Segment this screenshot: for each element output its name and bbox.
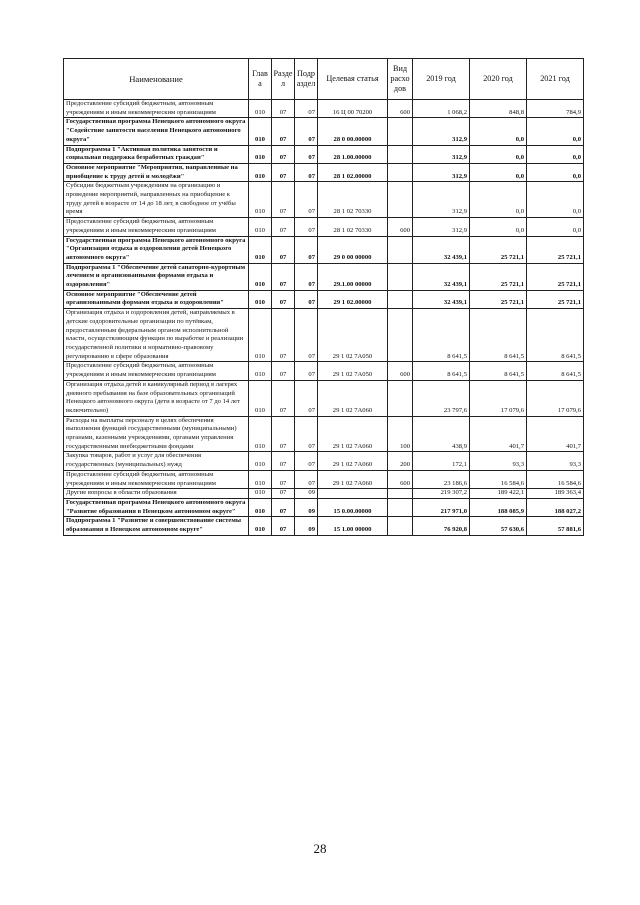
cell-vid — [388, 517, 413, 535]
cell-name: Основное мероприятие "Обеспечение детей организованными формами отдыха и оздоровления" — [64, 290, 249, 308]
cell-podrazdel: 07 — [295, 182, 318, 218]
cell-razdel: 07 — [272, 498, 295, 516]
cell-2020: 848,8 — [470, 100, 527, 118]
table-row — [64, 517, 584, 535]
cell-2021: 0,0 — [527, 163, 584, 181]
table-row — [64, 489, 584, 499]
cell-razdel: 07 — [272, 380, 295, 416]
cell-vid — [388, 118, 413, 145]
header-vid: Вид расхо дов — [388, 59, 413, 100]
cell-podrazdel: 07 — [295, 452, 318, 470]
cell-name: Предоставление субсидий бюджетным, автономным учреждениям и иным некоммерческим организациям — [64, 470, 249, 488]
cell-target: 28 1 02 70330 — [318, 182, 388, 218]
cell-glava: 010 — [249, 263, 272, 290]
cell-podrazdel: 07 — [295, 163, 318, 181]
cell-2020: 93,3 — [470, 452, 527, 470]
cell-2020: 0,0 — [470, 145, 527, 163]
table-header-row — [64, 59, 584, 100]
cell-razdel: 07 — [272, 118, 295, 145]
cell-target: 29 1 02 7А060 — [318, 380, 388, 416]
cell-razdel: 07 — [272, 290, 295, 308]
cell-glava: 010 — [249, 100, 272, 118]
cell-target: 29 1 02 7А060 — [318, 416, 388, 452]
cell-2020: 17 079,6 — [470, 380, 527, 416]
table-row — [64, 416, 584, 452]
page-number: 28 — [313, 841, 327, 856]
header-target: Целевая статья — [318, 59, 388, 100]
cell-razdel: 07 — [272, 489, 295, 499]
cell-glava: 010 — [249, 470, 272, 488]
cell-target: 28 1 02.00000 — [318, 163, 388, 181]
cell-vid — [388, 163, 413, 181]
cell-name: Подпрограмма 1 "Активная политика занятости и социальная поддержка безработных граждан" — [64, 145, 249, 163]
cell-name: Предоставление субсидий бюджетным, автономным учреждениям и иным некоммерческим организациям — [64, 100, 249, 118]
cell-vid — [388, 380, 413, 416]
cell-target: 15 0.00.00000 — [318, 498, 388, 516]
cell-vid: 600 — [388, 218, 413, 236]
cell-2020: 8 641,5 — [470, 309, 527, 362]
cell-vid: 200 — [388, 452, 413, 470]
cell-glava: 010 — [249, 498, 272, 516]
cell-2020: 0,0 — [470, 163, 527, 181]
cell-podrazdel: 09 — [295, 498, 318, 516]
cell-vid: 100 — [388, 416, 413, 452]
cell-2020: 25 721,1 — [470, 263, 527, 290]
cell-target: 29 1 02 7А060 — [318, 452, 388, 470]
table-row — [64, 263, 584, 290]
cell-target: 29 1 02 7А060 — [318, 470, 388, 488]
cell-2019: 312,9 — [413, 163, 470, 181]
cell-razdel: 07 — [272, 163, 295, 181]
cell-razdel: 07 — [272, 470, 295, 488]
cell-vid — [388, 145, 413, 163]
cell-glava: 010 — [249, 489, 272, 499]
cell-podrazdel: 07 — [295, 236, 318, 263]
cell-name: Подпрограмма 1 "Развитие и совершенствование системы образования в Ненецком автономном округе" — [64, 517, 249, 535]
cell-target: 16 Ц 00 70200 — [318, 100, 388, 118]
cell-2020: 0,0 — [470, 218, 527, 236]
header-podrazdel: Подр аздел — [295, 59, 318, 100]
cell-razdel: 07 — [272, 517, 295, 535]
cell-target: 28 1 02 70330 — [318, 218, 388, 236]
cell-2019: 23 797,6 — [413, 380, 470, 416]
cell-2021: 16 584,6 — [527, 470, 584, 488]
header-razdel: Разде л — [272, 59, 295, 100]
cell-2020: 0,0 — [470, 182, 527, 218]
cell-target — [318, 489, 388, 499]
cell-2021: 188 027,2 — [527, 498, 584, 516]
cell-vid — [388, 182, 413, 218]
cell-vid — [388, 236, 413, 263]
cell-2019: 23 186,6 — [413, 470, 470, 488]
header-glava: Глав а — [249, 59, 272, 100]
table-body — [64, 100, 584, 536]
cell-2019: 312,9 — [413, 145, 470, 163]
cell-2021: 25 721,1 — [527, 290, 584, 308]
cell-2021: 8 641,5 — [527, 309, 584, 362]
cell-podrazdel: 07 — [295, 290, 318, 308]
table-row — [64, 309, 584, 362]
cell-glava: 010 — [249, 145, 272, 163]
cell-2019: 32 439,1 — [413, 236, 470, 263]
cell-2019: 312,9 — [413, 118, 470, 145]
cell-vid: 600 — [388, 470, 413, 488]
cell-name: Расходы на выплаты персоналу в целях обеспечения выполнения функций государственными (муниципальными) органами, казенными учреждениями, органами управления государственными внебюджетными фондами — [64, 416, 249, 452]
cell-name: Организация отдыха детей в каникулярный период в лагерях дневного пребывания на базе образовательных организаций Ненецкого автономного округа (дети в возрасте от 7 до 14 лет включительно) — [64, 380, 249, 416]
table-row — [64, 145, 584, 163]
cell-podrazdel: 07 — [295, 362, 318, 380]
cell-2020: 57 630,6 — [470, 517, 527, 535]
cell-glava: 010 — [249, 290, 272, 308]
cell-razdel: 07 — [272, 218, 295, 236]
cell-target: 15 1.00 00000 — [318, 517, 388, 535]
cell-2019: 217 971,0 — [413, 498, 470, 516]
cell-podrazdel: 07 — [295, 380, 318, 416]
cell-glava: 010 — [249, 362, 272, 380]
cell-vid — [388, 263, 413, 290]
cell-name: Государственная программа Ненецкого автономного округа "Содействие занятости населения Ненецкого автономного округа" — [64, 118, 249, 145]
header-2021: 2021 год — [527, 59, 584, 100]
cell-target: 28 0 00.00000 — [318, 118, 388, 145]
cell-razdel: 07 — [272, 236, 295, 263]
table-row — [64, 236, 584, 263]
table-row — [64, 100, 584, 118]
header-2020: 2020 год — [470, 59, 527, 100]
cell-podrazdel: 07 — [295, 218, 318, 236]
cell-podrazdel: 09 — [295, 489, 318, 499]
cell-name: Государственная программа Ненецкого автономного округа "Организация отдыха и оздоровления детей Ненецкого автономного округа" — [64, 236, 249, 263]
cell-glava: 010 — [249, 380, 272, 416]
cell-vid — [388, 498, 413, 516]
cell-razdel: 07 — [272, 362, 295, 380]
cell-2020: 0,0 — [470, 118, 527, 145]
cell-2020: 25 721,1 — [470, 290, 527, 308]
cell-razdel: 07 — [272, 145, 295, 163]
cell-razdel: 07 — [272, 309, 295, 362]
cell-2019: 76 920,8 — [413, 517, 470, 535]
cell-glava: 010 — [249, 309, 272, 362]
cell-name: Закупка товаров, работ и услуг для обеспечения государственных (муниципальных) нужд — [64, 452, 249, 470]
cell-name: Организация отдыха и оздоровления детей, направляемых в детские оздоровительные организации по путёвкам, предоставленным федеральным органом исполнительной власти, осуществляющим функции по выработке и реализации государственной политики и нормативно-правовому регулированию в сфере образования — [64, 309, 249, 362]
cell-glava: 010 — [249, 218, 272, 236]
cell-glava: 010 — [249, 163, 272, 181]
cell-name: Предоставление субсидий бюджетным, автономным учреждениям и иным некоммерческим организациям — [64, 362, 249, 380]
cell-glava: 010 — [249, 416, 272, 452]
cell-razdel: 07 — [272, 416, 295, 452]
cell-2021: 401,7 — [527, 416, 584, 452]
cell-razdel: 07 — [272, 263, 295, 290]
cell-2021: 25 721,1 — [527, 236, 584, 263]
cell-2019: 32 439,1 — [413, 263, 470, 290]
table-row — [64, 182, 584, 218]
budget-table — [63, 58, 584, 536]
cell-target: 29 0 00 00000 — [318, 236, 388, 263]
cell-vid — [388, 290, 413, 308]
cell-podrazdel: 07 — [295, 118, 318, 145]
cell-2020: 25 721,1 — [470, 236, 527, 263]
table-row — [64, 218, 584, 236]
cell-podrazdel: 07 — [295, 263, 318, 290]
cell-2021: 17 079,6 — [527, 380, 584, 416]
cell-vid — [388, 489, 413, 499]
cell-razdel: 07 — [272, 452, 295, 470]
cell-2019: 438,9 — [413, 416, 470, 452]
cell-2019: 8 641,5 — [413, 309, 470, 362]
cell-vid: 600 — [388, 100, 413, 118]
cell-2020: 188 085,9 — [470, 498, 527, 516]
cell-podrazdel: 07 — [295, 145, 318, 163]
cell-razdel: 07 — [272, 182, 295, 218]
cell-target: 29 1 02 7А050 — [318, 309, 388, 362]
cell-glava: 010 — [249, 452, 272, 470]
cell-glava: 010 — [249, 517, 272, 535]
cell-2019: 8 641,5 — [413, 362, 470, 380]
cell-name: Основное мероприятие "Мероприятия, направленные на приобщение к труду детей и молодёжи" — [64, 163, 249, 181]
cell-razdel: 07 — [272, 100, 295, 118]
cell-2021: 25 721,1 — [527, 263, 584, 290]
cell-podrazdel: 07 — [295, 470, 318, 488]
cell-name: Предоставление субсидий бюджетным, автономным учреждениям и иным некоммерческим организациям — [64, 218, 249, 236]
table-row — [64, 470, 584, 488]
table-row — [64, 163, 584, 181]
cell-glava: 010 — [249, 118, 272, 145]
cell-2021: 0,0 — [527, 182, 584, 218]
table-row — [64, 452, 584, 470]
cell-target: 29 1 02.00000 — [318, 290, 388, 308]
cell-2019: 312,9 — [413, 218, 470, 236]
table-row — [64, 118, 584, 145]
cell-2019: 32 439,1 — [413, 290, 470, 308]
cell-glava: 010 — [249, 182, 272, 218]
cell-podrazdel: 09 — [295, 517, 318, 535]
header-name: Наименование — [64, 59, 249, 100]
cell-name: Субсидии бюджетным учреждениям на организацию и проведение мероприятий, направленных на приобщение к труду детей в возрасте от 14 до 18 лет, в свободное от учёбы время — [64, 182, 249, 218]
cell-podrazdel: 07 — [295, 100, 318, 118]
cell-2021: 8 641,5 — [527, 362, 584, 380]
table-row — [64, 290, 584, 308]
header-2019: 2019 год — [413, 59, 470, 100]
cell-vid — [388, 309, 413, 362]
cell-2021: 0,0 — [527, 145, 584, 163]
cell-glava: 010 — [249, 236, 272, 263]
cell-vid: 600 — [388, 362, 413, 380]
cell-target: 29 1 02 7А050 — [318, 362, 388, 380]
table-row — [64, 498, 584, 516]
cell-2019: 1 068,2 — [413, 100, 470, 118]
cell-2021: 93,3 — [527, 452, 584, 470]
cell-name: Подпрограмма 1 "Обеспечение детей санаторно-курортным лечением и организованными формами отдыха и оздоровления" — [64, 263, 249, 290]
cell-2019: 219 307,2 — [413, 489, 470, 499]
table-row — [64, 380, 584, 416]
cell-2019: 172,1 — [413, 452, 470, 470]
cell-target: 29.1.00 00000 — [318, 263, 388, 290]
table-row — [64, 362, 584, 380]
cell-name: Государственная программа Ненецкого автономного округа "Развитие образования в Ненецком автономном округе" — [64, 498, 249, 516]
cell-podrazdel: 07 — [295, 416, 318, 452]
cell-2021: 784,9 — [527, 100, 584, 118]
cell-target: 28 1.00.00000 — [318, 145, 388, 163]
cell-2020: 16 584,6 — [470, 470, 527, 488]
cell-2021: 0,0 — [527, 218, 584, 236]
cell-2020: 401,7 — [470, 416, 527, 452]
cell-podrazdel: 07 — [295, 309, 318, 362]
cell-2021: 57 881,6 — [527, 517, 584, 535]
cell-2021: 0,0 — [527, 118, 584, 145]
cell-2019: 312,9 — [413, 182, 470, 218]
cell-name: Другие вопросы в области образования — [64, 489, 249, 499]
cell-2020: 8 641,5 — [470, 362, 527, 380]
cell-2021: 189 363,4 — [527, 489, 584, 499]
cell-2020: 189 422,1 — [470, 489, 527, 499]
